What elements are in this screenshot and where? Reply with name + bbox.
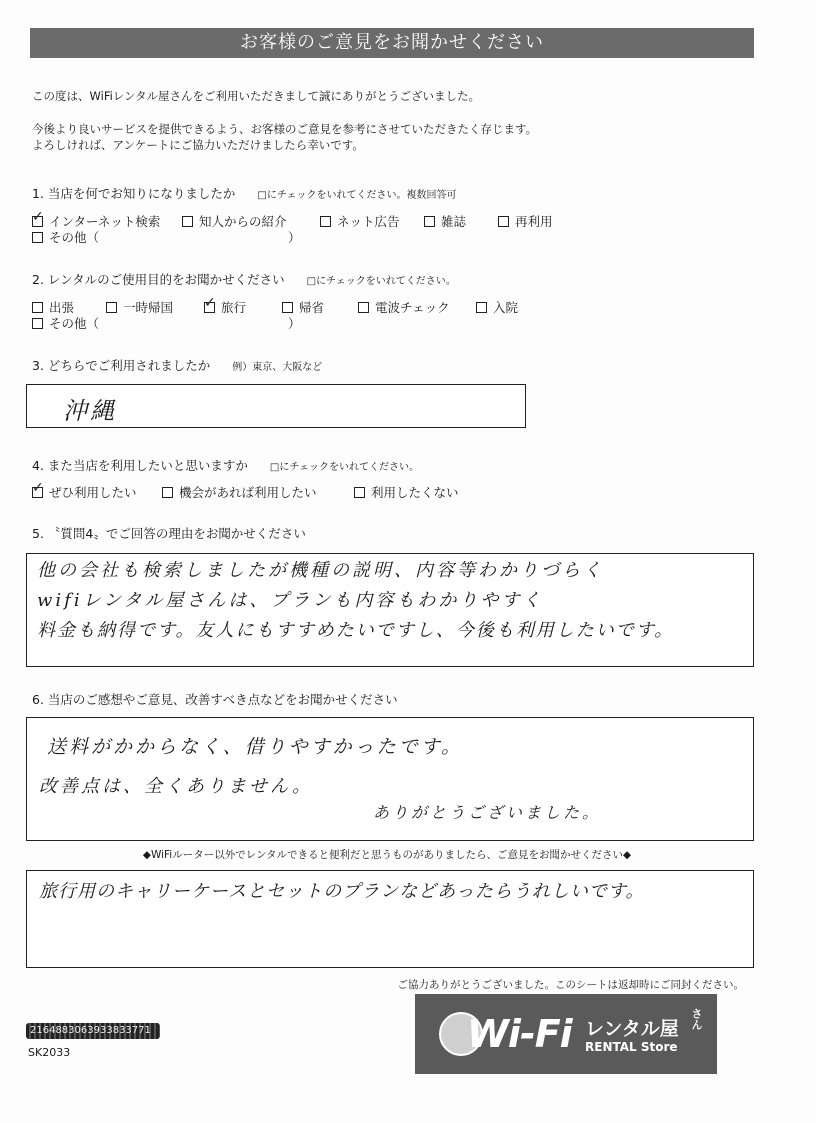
q2-option-travel[interactable]: ✓ 旅行 [204, 298, 246, 316]
checkbox-icon[interactable] [204, 302, 215, 313]
checkbox-icon[interactable] [358, 302, 369, 313]
q2-option-hospital[interactable]: 入院 [476, 298, 518, 316]
intro-line-3: よろしければ、アンケートにご協力いただけましたら幸いです。 [32, 138, 364, 152]
q3-answer-box[interactable] [26, 384, 526, 428]
q4-option-no[interactable]: 利用したくない [354, 483, 459, 501]
q1-other-close: ） [288, 230, 301, 245]
q2-option-business[interactable]: 出張 [32, 298, 74, 316]
checkbox-icon[interactable] [32, 318, 43, 329]
q6-answer-box[interactable] [26, 717, 754, 841]
q2-option-homecoming[interactable]: 一時帰国 [106, 298, 173, 316]
q4-option-definitely[interactable]: ✓ ぜひ利用したい [32, 483, 137, 501]
checkbox-icon[interactable] [32, 487, 43, 498]
q1-hint: □にチェックをいれてください。複数回答可 [257, 190, 457, 201]
q6-answer-line-3: ありがとうございました。 [373, 803, 602, 822]
q1-title: 1. 当店を何でお知りになりましたか [32, 186, 236, 201]
q1-option-referral[interactable]: 知人からの紹介 [182, 212, 287, 230]
logo-en-text: RENTAL Store [585, 1040, 678, 1054]
q2-hint: □にチェックをいれてください。 [306, 276, 456, 287]
page-title: お客様のご意見をお聞かせください [30, 28, 754, 58]
q2-other-close: ） [288, 316, 301, 331]
checkbox-icon[interactable] [320, 216, 331, 227]
q7-answer-box[interactable] [26, 870, 754, 968]
q2-options [32, 298, 752, 316]
q1-option-internet[interactable]: ✓ インターネット検索 [32, 212, 160, 230]
q1-heading [32, 184, 457, 202]
q3-title: 3. どちらでご利用されましたか [32, 358, 211, 373]
q3-answer: 沖縄 [63, 397, 117, 425]
logo-wifi-text: Wi-Fi [467, 1012, 572, 1056]
q1-options [32, 212, 752, 230]
checkbox-icon[interactable] [424, 216, 435, 227]
q5-answer-line-1: 他の会社も検索しましたが機種の説明、内容等わかりづらく [37, 560, 604, 581]
checkbox-icon[interactable] [106, 302, 117, 313]
logo-jp-text: レンタル屋 [585, 1018, 679, 1040]
q5-answer-box[interactable] [26, 553, 754, 667]
checkbox-icon[interactable] [476, 302, 487, 313]
q5-title: 5. 〝質問4〟でご回答の理由をお聞かせください [32, 526, 306, 541]
checkbox-icon[interactable] [32, 216, 43, 227]
checkbox-icon[interactable] [354, 487, 365, 498]
q2-option-other[interactable]: その他（ [32, 314, 99, 332]
checkbox-icon[interactable] [32, 232, 43, 243]
q2-option-return-home[interactable]: 帰省 [282, 298, 324, 316]
q4-option-maybe[interactable]: 機会があれば利用したい [162, 483, 317, 501]
q3-hint: 例）東京、大阪など [232, 362, 323, 373]
q2-heading [32, 270, 456, 288]
checkbox-icon[interactable] [162, 487, 173, 498]
q5-answer-line-3: 料金も納得です。友人にもすすめたいですし、今後も利用したいです。 [37, 620, 675, 641]
checkbox-icon[interactable] [32, 302, 43, 313]
sheet-code: SK2033 [28, 1046, 71, 1059]
q3-heading [32, 356, 322, 374]
checkbox-icon[interactable] [182, 216, 193, 227]
q2-option-signal-check[interactable]: 電波チェック [358, 298, 450, 316]
q4-title: 4. また当店を利用したいと思いますか [32, 458, 248, 473]
intro-line-2: 今後より良いサービスを提供できるよう、お客様のご意見を参考にさせていただきたく存じます。 [32, 122, 538, 136]
logo-jp-small-text: さん [690, 1008, 703, 1030]
q7-answer: 旅行用のキャリーケースとセットのプランなどあったらうれしいです。 [39, 881, 645, 902]
footer-thanks: ご協力ありがとうございました。このシートは返却時にご同封ください。 [397, 979, 744, 991]
q6-answer-line-1: 送料がかからなく、借りやすかったです。 [47, 736, 464, 758]
q4-options [32, 483, 752, 501]
checkbox-icon[interactable] [498, 216, 509, 227]
q5-answer-line-2: wifiレンタル屋さんは、プランも内容もわかりやすく [37, 590, 544, 611]
q2-title: 2. レンタルのご使用目的をお聞かせください [32, 272, 285, 287]
q6-title: 6. 当店のご感想やご意見、改善すべき点などをお聞かせください [32, 692, 398, 707]
q7-title: ◆WiFiルーター以外でレンタルできると便利だと思うものがありましたら、ご意見をお聞かせください◆ [142, 849, 632, 861]
intro-line-1: この度は、WiFiレンタル屋さんをご利用いただきまして誠にありがとうございました。 [32, 89, 481, 103]
checkbox-icon[interactable] [282, 302, 293, 313]
q4-heading [32, 456, 419, 474]
q6-answer-line-2: 改善点は、全くありません。 [39, 776, 314, 797]
q1-option-magazine[interactable]: 雑誌 [424, 212, 466, 230]
barcode-label: 2164883063933833771 [26, 1023, 160, 1039]
q4-hint: □にチェックをいれてください。 [269, 462, 420, 473]
q1-option-reuse[interactable]: 再利用 [498, 212, 553, 230]
q1-option-net-ad[interactable]: ネット広告 [320, 212, 400, 230]
q1-option-other[interactable]: その他（ [32, 228, 99, 246]
company-logo [415, 994, 717, 1074]
